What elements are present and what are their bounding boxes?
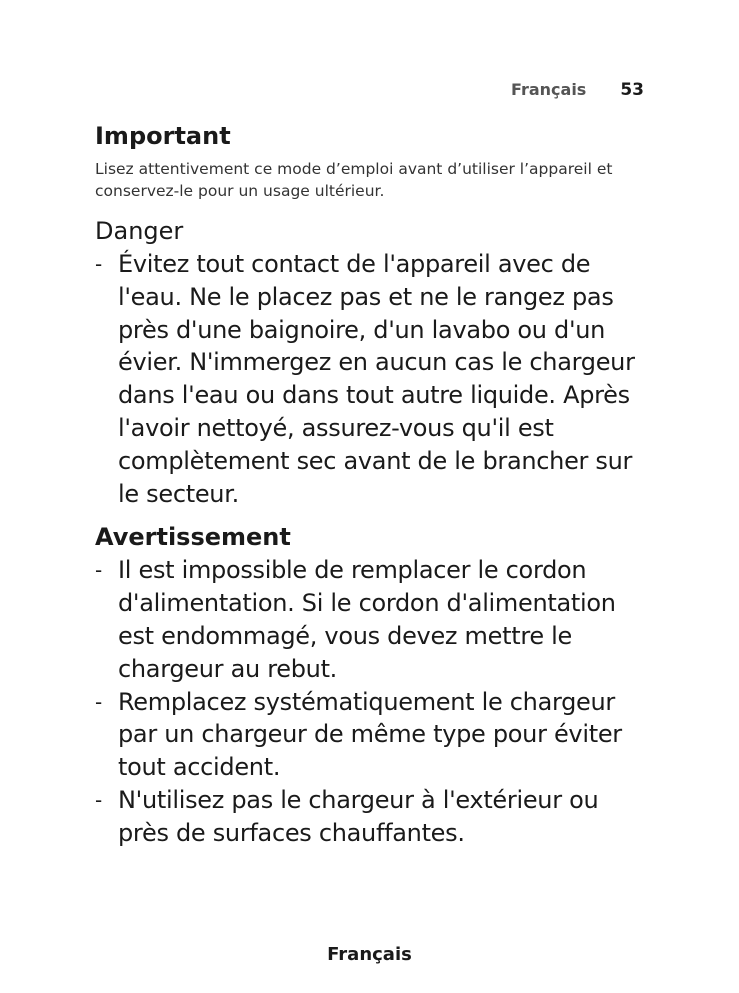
danger-item-text: Évitez tout contact de l'appareil avec de l'eau. Ne le placez pas et ne le rangez pas près d'une baignoire, d'un lavabo ou d'un évier. N'immergez en aucun cas le chargeur dans l'eau ou dans tout autre liquide. Après l'avoir nettoyé, assurez-vous qu'il est complètement sec avant de le brancher sur le secteur. [118, 250, 635, 508]
header-language: Français [511, 80, 587, 99]
page-content [95, 120, 645, 860]
warning-item-text: Remplacez systématiquement le chargeur par un chargeur de même type pour éviter tout accident. [118, 687, 622, 782]
warning-item-text: N'utilisez pas le chargeur à l'extérieur ou près de surfaces chauffantes. [118, 785, 599, 847]
page-number: 53 [620, 80, 644, 100]
important-intro: Lisez attentivement ce mode d’emploi avant d’utiliser l’appareil et conservez-le pour un usage ultérieur. [95, 160, 613, 200]
footer-language: Français [327, 944, 412, 965]
warning-item [95, 784, 645, 850]
bullet-dash: - [95, 252, 102, 276]
danger-list [95, 248, 645, 510]
danger-heading: Danger [95, 217, 184, 245]
warning-heading: Avertissement [95, 523, 291, 552]
warning-item-text: Il est impossible de remplacer le cordon d'alimentation. Si le cordon d'alimentation est endommagé, vous devez mettre le chargeur au rebut. [118, 556, 616, 683]
warning-item [95, 686, 645, 784]
danger-item [95, 248, 645, 510]
warning-item [95, 554, 645, 685]
warning-list [95, 554, 645, 849]
bullet-dash: - [95, 689, 102, 714]
important-heading: Important [95, 122, 231, 150]
bullet-dash: - [95, 787, 102, 812]
page-header [511, 80, 644, 100]
bullet-dash: - [95, 558, 102, 583]
